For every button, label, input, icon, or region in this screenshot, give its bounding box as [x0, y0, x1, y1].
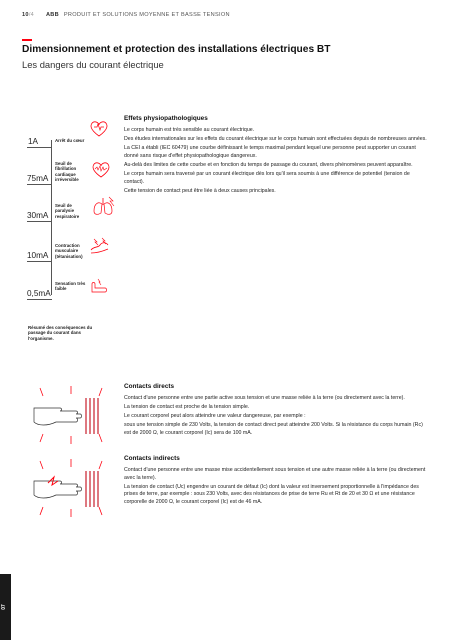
direct-paragraph: sous une tension simple de 230 Volts, la tension de contact direct peut atteindre 200 Volts. Si la résistance du corps humain (Rc) est de 2000 Ω, le courant corporel (Ic) sera de 100 mA.: [124, 422, 423, 436]
effects-paragraph: Cette tension de contact peut être liée à deux causes principales.: [124, 187, 276, 194]
effects-paragraph: Le corps humain est très sensible au courant électrique.: [124, 127, 255, 133]
chapter-number: 07: [0, 604, 7, 610]
effects-paragraph: La CEI a établi (IEC 60479) une courbe définissant le temps maximal pendant lequel une personne peut supporter un courant donné sans risque d'effet physiopathologique dangereux.: [124, 145, 416, 159]
level-05ma: 0,5mA: [27, 289, 51, 298]
header-section: PRODUIT ET SOLUTIONS MOYENNE ET BASSE TENSION: [63, 12, 230, 18]
page-subtitle: Les dangers du courant électrique: [22, 59, 164, 70]
effects-paragraph: Le corps humain sera traversé par un courant électrique dès lors qu'il sera soumis à une différence de potentiel (tension de contact).: [124, 170, 410, 185]
diagram-note: Résumé des conséquences du passage du courant dans l'organisme.: [28, 325, 93, 341]
indirect-paragraph: Contact d'une personne entre une masse mise accidentellement sous tension et une autre masse reliée à la terre (ou directement avec la terre).: [124, 467, 426, 481]
caption-cardiac-arrest: Arrêt du cœur: [55, 138, 85, 143]
page-header: [22, 12, 230, 18]
level-10ma: 10mA: [27, 251, 49, 260]
muscle-icon: [88, 236, 112, 258]
heart-fibrillation-icon: [90, 158, 112, 180]
direct-paragraph: Contact d'une personne entre une partie active sous tension et une masse reliée à la terre (ou directement avec la terre).: [124, 395, 405, 401]
page-total: /4: [28, 12, 35, 18]
chapter-tab: [0, 574, 11, 640]
caption-sensation: Sensation très faible: [55, 281, 86, 292]
scale-axis: [51, 140, 52, 295]
effects-paragraph: Des études internationales sur les effets du courant électrique sur le corps humain sont effectuées depuis de nombreuses années.: [124, 136, 427, 143]
level-line: [27, 184, 52, 185]
finger-tingle-icon: [88, 276, 112, 296]
indirect-heading: Contacts indirects: [124, 455, 180, 462]
page-title: Dimensionnement et protection des installations électriques BT: [22, 44, 331, 55]
level-line: [27, 261, 52, 262]
effects-heading: Effets physiopathologiques: [124, 115, 208, 122]
indirect-body: [124, 467, 430, 506]
accent-bar: [22, 39, 32, 41]
caption-fibrillation: Seuil de fibrillation cardiaque irréversible: [55, 161, 79, 183]
caption-contraction: Contraction musculaire (tétanisation): [55, 243, 83, 259]
direct-paragraph: La tension de contact est proche de la tension simple.: [124, 404, 250, 411]
direct-heading: Contacts directs: [124, 383, 175, 390]
level-line: [27, 147, 52, 148]
effects-paragraph: Au-delà des limites de cette courbe et en fonction du temps de passage du courant, divers phénomènes peuvent apparaître.: [124, 161, 413, 168]
level-1a: 1A: [28, 137, 39, 146]
caption-respiratory: Seuil de paralysie respiratoire: [55, 203, 80, 219]
level-line: [27, 221, 52, 222]
brand-name: ABB: [45, 12, 59, 18]
effects-body: [124, 127, 430, 195]
level-line: [27, 299, 52, 300]
indirect-paragraph: La tension de contact (Uc) engendre un courant de défaut (Ic) dont la valeur est inversement proportionnelle à l'impédance des prises de terre, par exemple : sous 230 Volts, avec des résistances de prise de terre Ru et Rt de 20 et 30 Ω et une résistance corporelle de 2000 Ω, le courant corporel (Ic) est de 46 mA.: [124, 483, 419, 505]
lungs-icon: [90, 195, 116, 219]
heart-icon: [88, 117, 110, 139]
level-75ma: 75mA: [27, 174, 49, 183]
direct-contact-illustration: [26, 382, 118, 448]
level-30ma: 30mA: [27, 211, 49, 220]
direct-body: [124, 395, 430, 437]
page-number: 10: [22, 12, 29, 18]
indirect-contact-illustration: [26, 455, 118, 521]
direct-paragraph: Le courant corporel peut alors atteindre une valeur dangereuse, par exemple :: [124, 413, 306, 420]
